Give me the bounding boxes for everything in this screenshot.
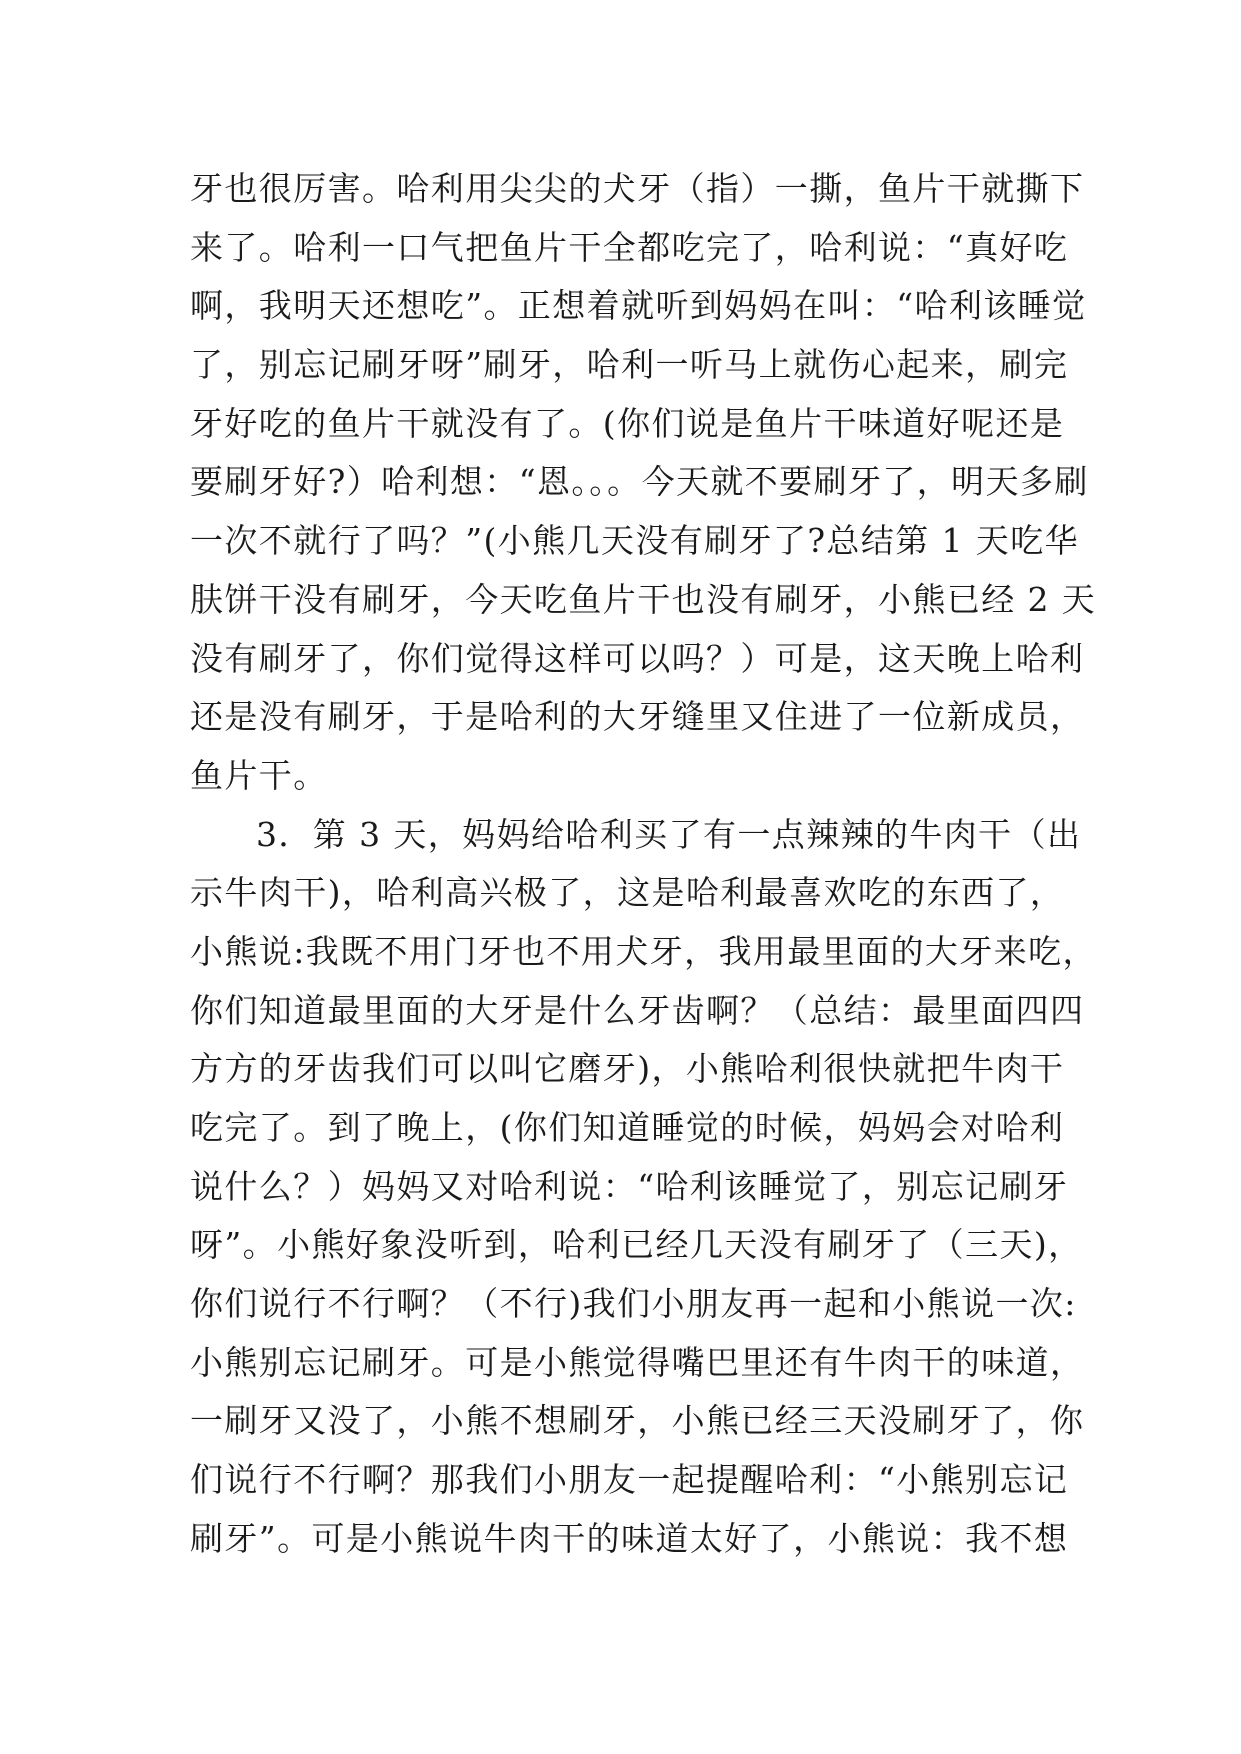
text-line: 刷牙”。可是小熊说牛肉干的味道太好了，小熊说：我不想: [190, 1518, 1069, 1558]
text-line: 一次不就行了吗？”(小熊几天没有刷牙了?总结第 1 天吃华: [190, 521, 1080, 561]
paragraph-start-line: 3．第 3 天，妈妈给哈利买了有一点辣辣的牛肉干（出: [256, 814, 1082, 854]
text-line: 肤饼干没有刷牙，今天吃鱼片干也没有刷牙，小熊已经 2 天: [190, 579, 1097, 619]
body-text: [190, 160, 1097, 1569]
text-line: 来了。哈利一口气把鱼片干全都吃完了，哈利说：“真好吃: [190, 227, 1069, 267]
text-line: 们说行不行啊？那我们小朋友一起提醒哈利：“小熊别忘记: [190, 1460, 1069, 1500]
text-line: 说什么？）妈妈又对哈利说：“哈利该睡觉了，别忘记刷牙: [190, 1166, 1069, 1206]
text-line: 鱼片干。: [190, 755, 328, 795]
text-line: 你们说行不行啊？（不行)我们小朋友再一起和小熊说一次:: [190, 1284, 1077, 1324]
text-line: 吃完了。到了晚上，(你们知道睡觉的时候，妈妈会对哈利: [190, 1108, 1065, 1147]
text-line: 一刷牙又没了，小熊不想刷牙，小熊已经三天没刷牙了，你: [190, 1401, 1085, 1441]
text-line: 你们知道最里面的大牙是什么牙齿啊？（总结：最里面四四: [190, 990, 1085, 1030]
text-line: 了，别忘记刷牙呀”刷牙，哈利一听马上就伤心起来，刷完: [190, 345, 1069, 385]
text-line: 要刷牙好?）哈利想：“恩。。。今天就不要刷牙了，明天多刷: [190, 462, 1089, 502]
text-line: 没有刷牙了，你们觉得这样可以吗？）可是，这天晚上哈利: [190, 638, 1085, 678]
text-line: 呀”。小熊好象没听到，哈利已经几天没有刷牙了（三天)，: [190, 1225, 1083, 1265]
text-line: 小熊别忘记刷牙。可是小熊觉得嘴巴里还有牛肉干的味道，: [190, 1342, 1085, 1382]
text-line: 还是没有刷牙，于是哈利的大牙缝里又住进了一位新成员，: [190, 697, 1085, 737]
text-line: 方方的牙齿我们可以叫它磨牙)，小熊哈利很快就把牛肉干: [190, 1049, 1065, 1089]
text-line: 啊，我明天还想吃”。正想着就听到妈妈在叫：“哈利该睡觉: [190, 286, 1087, 326]
text-line: 牙好吃的鱼片干就没有了。(你们说是鱼片干味道好呢还是: [190, 403, 1065, 443]
text-line: 牙也很厉害。哈利用尖尖的犬牙（指）一撕，鱼片干就撕下: [190, 169, 1085, 208]
text-line: 小熊说:我既不用门牙也不用犬牙，我用最里面的大牙来吃，: [190, 931, 1097, 971]
text-line: 示牛肉干)，哈利高兴极了，这是哈利最喜欢吃的东西了，: [190, 873, 1065, 913]
